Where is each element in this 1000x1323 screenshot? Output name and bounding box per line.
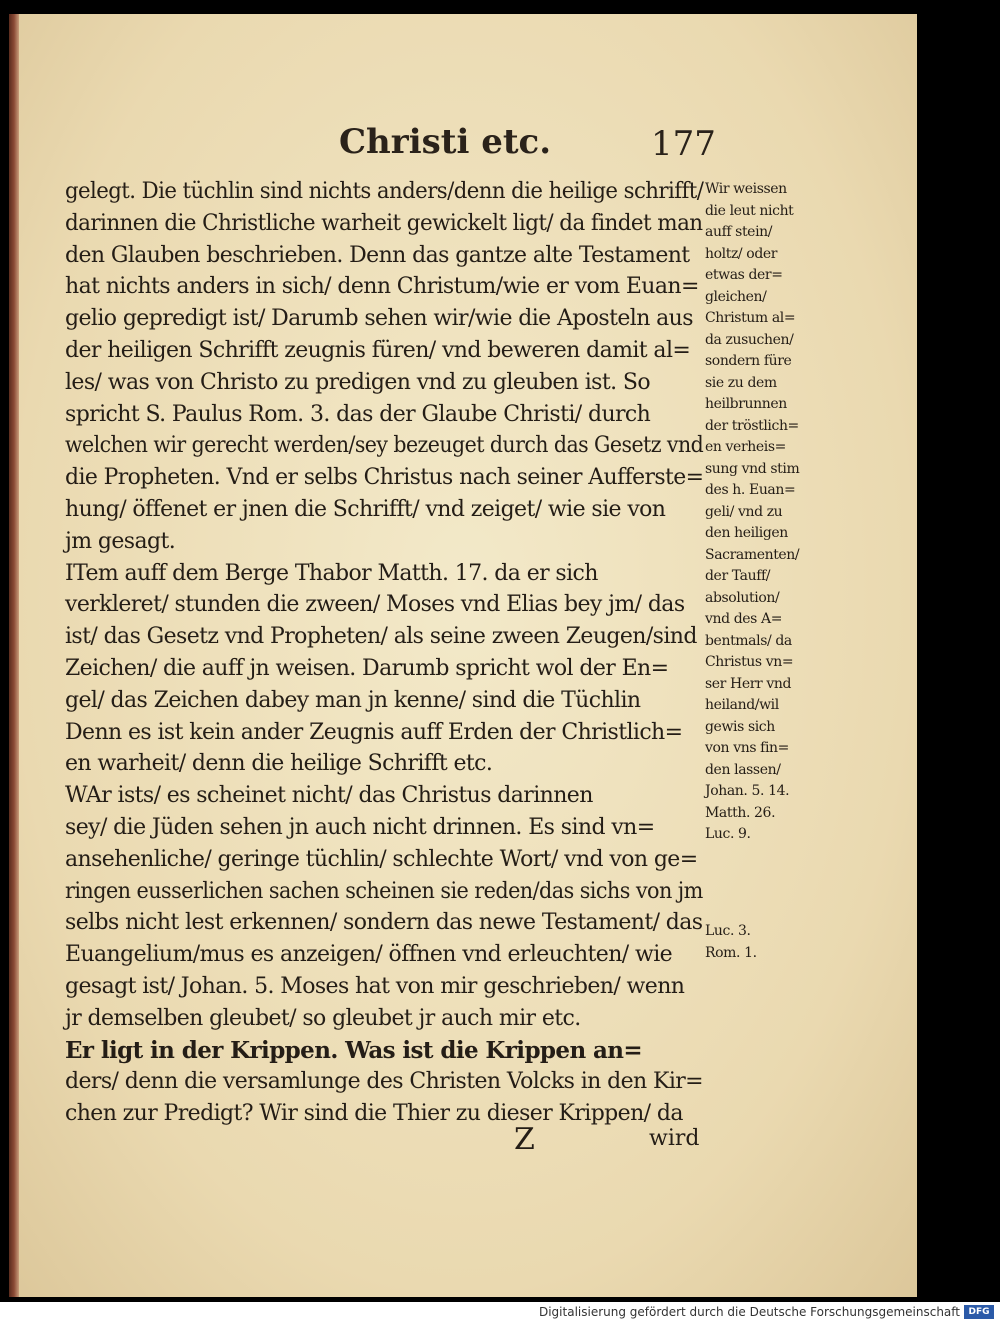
- text-line: gesagt ist/ Johan. 5. Moses hat von mir geschrieben/ wenn: [65, 973, 685, 999]
- page-number: 177: [651, 124, 716, 164]
- margin-note-line: heilbrunnen: [705, 396, 787, 412]
- catchword: wird: [649, 1126, 700, 1151]
- text-line: ist/ das Gesetz vnd Propheten/ als seine zween Zeugen/sind: [65, 624, 697, 650]
- text-line: den Glauben beschrieben. Denn das gantze alte Testament: [65, 242, 690, 268]
- margin-note-line: Luc. 3.: [705, 923, 751, 939]
- margin-note-line: gewis sich: [705, 718, 775, 735]
- margin-note-line: Wir weissen: [705, 181, 787, 197]
- margin-note-line: Johan. 5. 14.: [705, 783, 790, 799]
- margin-note-line: vnd des A=: [705, 611, 783, 627]
- margin-notes-lower: [705, 921, 845, 964]
- margin-note-line: Christum al=: [705, 310, 796, 326]
- text-line: les/ was von Christo zu predigen vnd zu gleuben ist. So: [65, 369, 650, 395]
- text-line: welchen wir gerecht werden/sey bezeuget durch das Gesetz vnd: [65, 433, 704, 459]
- text-line: Euangelium/mus es anzeigen/ öffnen vnd erleuchten/ wie: [65, 942, 673, 968]
- margin-note-line: etwas der=: [705, 267, 783, 283]
- margin-note-line: gleichen/: [705, 288, 767, 305]
- margin-note-line: die leut nicht: [705, 202, 794, 219]
- book-page: [9, 14, 917, 1297]
- text-line: jr demselben gleubet/ so gleubet jr auch mir etc.: [65, 1005, 581, 1031]
- margin-note-line: sie zu dem: [705, 374, 777, 391]
- margin-note-line: geli/ vnd zu: [705, 503, 783, 520]
- margin-note-line: Luc. 9.: [705, 826, 751, 842]
- margin-note-line: holtz/ oder: [705, 245, 778, 262]
- margin-note-line: des h. Euan=: [705, 482, 796, 498]
- margin-note-line: von vns fin=: [705, 740, 789, 756]
- text-line: ringen eusserlichen sachen scheinen sie reden/das sichs von jm: [65, 878, 703, 904]
- margin-note-line: auff stein/: [705, 224, 773, 240]
- text-line: spricht S. Paulus Rom. 3. das der Glaube Christi/ durch: [65, 401, 651, 427]
- text-line: ders/ denn die versamlunge des Christen Volcks in den Kir=: [65, 1069, 704, 1095]
- text-line: darinnen die Christliche warheit gewickelt ligt/ da findet man: [65, 210, 703, 236]
- text-line: en warheit/ denn die heilige Schrifft etc.: [65, 751, 493, 777]
- margin-note-line: en verheis=: [705, 439, 786, 455]
- text-line: die Propheten. Vnd er selbs Christus nach seiner Aufferste=: [65, 465, 704, 491]
- margin-notes: [705, 179, 845, 846]
- text-line: verkleret/ stunden die zween/ Moses vnd Elias bey jm/ das: [65, 592, 685, 618]
- text-line: gel/ das Zeichen dabey man jn kenne/ sind die Tüchlin: [65, 687, 641, 713]
- margin-note-line: der tröstlich=: [705, 417, 799, 434]
- text-line: sey/ die Jüden sehen jn auch nicht drinnen. Es sind vn=: [65, 814, 655, 840]
- text-line: ansehenliche/ geringe tüchlin/ schlechte Wort/ vnd von ge=: [65, 846, 698, 872]
- text-line: Er ligt in der Krippen. Was ist die Krippen an=: [65, 1036, 643, 1064]
- page-header: [9, 122, 917, 182]
- margin-note-line: ser Herr vnd: [705, 675, 792, 692]
- text-line: hat nichts anders in sich/ denn Christum/wie er vom Euan=: [65, 274, 699, 300]
- margin-note-line: Matth. 26.: [705, 804, 776, 821]
- text-line: hung/ öffenet er jnen die Schrifft/ vnd zeiget/ wie sie von: [65, 496, 666, 522]
- margin-note-line: heiland/wil: [705, 697, 779, 713]
- digitization-footer: [0, 1302, 1000, 1323]
- margin-note-line: bentmals/ da: [705, 632, 792, 649]
- text-line: der heiligen Schrifft zeugnis füren/ vnd beweren damit al=: [65, 337, 691, 363]
- text-line: selbs nicht lest erkennen/ sondern das newe Testament/ das: [65, 910, 703, 936]
- margin-note-line: den lassen/: [705, 761, 781, 778]
- book-spine-edge: [9, 14, 19, 1297]
- funding-credit: Digitalisierung gefördert durch die Deutsche Forschungsgemeinschaft: [538, 1305, 960, 1319]
- text-line: chen zur Predigt? Wir sind die Thier zu dieser Krippen/ da: [65, 1101, 683, 1127]
- margin-note-line: da zusuchen/: [705, 331, 794, 348]
- running-title: Christi etc.: [339, 122, 552, 162]
- margin-note-line: Sacramenten/: [705, 546, 800, 563]
- text-line: Denn es ist kein ander Zeugnis auff Erden der Christlich=: [65, 719, 683, 745]
- margin-note-line: sung vnd stim: [705, 460, 800, 477]
- text-line: jm gesagt.: [65, 528, 176, 554]
- margin-note-line: den heiligen: [705, 525, 788, 541]
- margin-note-line: Rom. 1.: [705, 944, 757, 961]
- text-line: gelio gepredigt ist/ Darumb sehen wir/wie die Aposteln aus: [65, 306, 693, 332]
- signature-mark: Z: [514, 1122, 535, 1157]
- dfg-logo: DFG: [964, 1305, 994, 1319]
- text-line: gelegt. Die tüchlin sind nichts anders/denn die heilige schrifft/: [65, 179, 704, 204]
- text-line: ITem auff dem Berge Thabor Matth. 17. da er sich: [65, 560, 598, 586]
- margin-note-line: sondern füre: [705, 353, 792, 369]
- main-text-block: [65, 176, 703, 1130]
- margin-note-line: Christus vn=: [705, 654, 794, 670]
- text-line: Zeichen/ die auff jn weisen. Darumb spricht wol der En=: [65, 655, 669, 681]
- margin-note-line: der Tauff/: [705, 568, 771, 584]
- text-line: WAr ists/ es scheinet nicht/ das Christus darinnen: [65, 783, 593, 809]
- margin-note-line: absolution/: [705, 589, 780, 606]
